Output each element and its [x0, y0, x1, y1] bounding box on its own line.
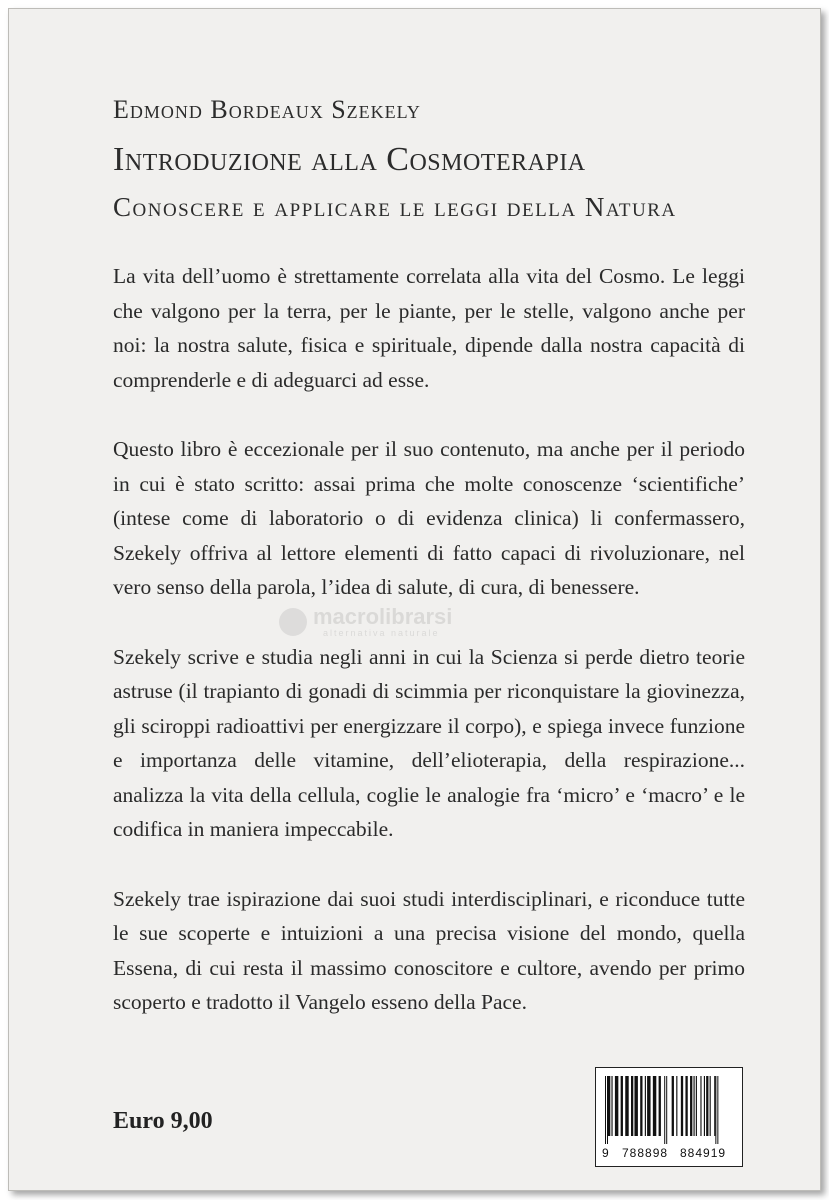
book-header: [113, 95, 753, 223]
book-subtitle: Conoscere e applicare le leggi della Natura: [113, 192, 677, 222]
barcode-bar: [700, 1076, 701, 1136]
barcode-bar: [611, 1076, 612, 1136]
blurb-paragraph-3: Szekely scrive e studia negli anni in cui la Scienza si perde dietro teorie astruse (il trapianto di gonadi di scimmia per riconquistare la giovinezza, gli sciroppi radioattivi per energizzare il corpo), e spiega invece funzione e importanza delle vitamine, dell’elioterapia, della respirazione... analizza la vita della cellula, coglie le analogie fra ‘micro’ e ‘macro’ e le codifica in maniera impeccabile.: [113, 644, 745, 841]
barcode-bar: [706, 1076, 708, 1136]
publisher-watermark: [279, 606, 579, 640]
barcode-right-group: 884919: [680, 1146, 727, 1160]
book-title: Introduzione alla Cosmoterapia: [113, 141, 586, 178]
barcode-bar: [704, 1076, 705, 1136]
barcode-bar: [608, 1076, 610, 1136]
barcode-bar: [634, 1076, 637, 1136]
barcode-left-group: 788898: [622, 1146, 669, 1160]
watermark-name: macrolibrarsi: [313, 604, 453, 629]
barcode-bar: [647, 1076, 650, 1136]
barcode-bar: [676, 1076, 677, 1136]
price-label: Euro 9,00: [113, 1108, 213, 1134]
barcode-bars: [605, 1076, 733, 1144]
barcode-bar: [615, 1076, 618, 1136]
barcode-bar: [640, 1076, 642, 1136]
barcode-bar: [621, 1076, 623, 1136]
author-name: Edmond Bordeaux Szekely: [113, 95, 421, 124]
barcode-bar: [645, 1076, 646, 1136]
blurb-paragraph-1: La vita dell’uomo è strettamente correlata alla vita del Cosmo. Le leggi che valgono per la terra, per le piante, per le stelle, valgono anche per noi: la nostra salute, fisica e spirituale, dipende dalla nostra capacità di comprenderle e di adeguarci ad esse.: [113, 264, 745, 392]
barcode-bar: [664, 1076, 665, 1144]
barcode-bar: [690, 1076, 692, 1136]
barcode-bar: [659, 1076, 661, 1136]
barcode-bar: [653, 1076, 656, 1136]
barcode-bar: [607, 1076, 608, 1144]
barcode-bar: [685, 1076, 687, 1136]
barcode-bar: [605, 1076, 606, 1144]
barcode-bar: [672, 1076, 674, 1136]
barcode-first-digit: 9: [602, 1146, 609, 1160]
blurb-paragraph-2: Questo libro è eccezionale per il suo contenuto, ma anche per il periodo in cui è stato scritto: assai prima che molte conoscenze ‘scientifiche’ (intese come di laboratorio o di evidenza clinica) li confermassero, Szekely offriva al lettore elementi di fatto capaci di rivoluzionare, nel vero senso della parola, l’idea di salute, di cura, di benessere.: [113, 437, 745, 599]
barcode-bar: [696, 1076, 697, 1136]
barcode-bar: [717, 1076, 718, 1144]
barcode-bar: [681, 1076, 683, 1136]
barcode-bar: [694, 1076, 695, 1136]
book-back-cover: [8, 8, 821, 1191]
barcode-bar: [631, 1076, 633, 1136]
barcode-bar: [625, 1076, 628, 1136]
barcode-bar: [714, 1076, 715, 1136]
watermark-logo-icon: [279, 608, 307, 636]
blurb-paragraph-4: Szekely trae ispirazione dai suoi studi interdisciplinari, e riconduce tutte le sue scoperte e intuizioni a una precisa visione del mondo, quella Essena, di cui resta il massimo conoscitore e cultore, avendo per primo scoperto e tradotto il Vangelo esseno della Pace.: [113, 886, 745, 1014]
watermark-tagline: alternativa naturale: [323, 628, 440, 638]
blurb-text: [113, 259, 745, 1055]
barcode-bar: [710, 1076, 711, 1136]
barcode-bar: [715, 1076, 716, 1144]
barcode-bar: [666, 1076, 667, 1144]
isbn-barcode: [595, 1067, 743, 1167]
